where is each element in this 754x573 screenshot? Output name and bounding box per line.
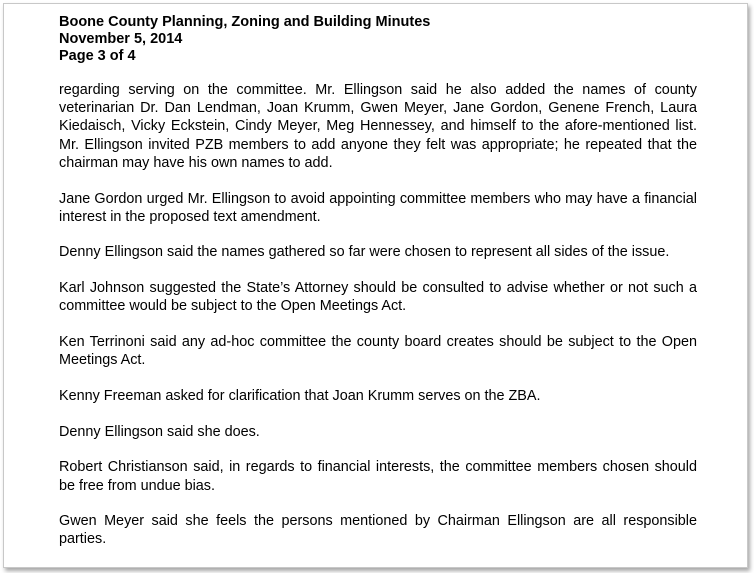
paragraph-kenny-freeman: Kenny Freeman asked for clarification that Joan Krumm serves on the ZBA. (59, 387, 541, 404)
document-frame (3, 3, 748, 568)
document-date: November 5, 2014 (59, 31, 183, 47)
paragraph-denny-ellingson-reply: Denny Ellingson said she does. (59, 423, 260, 440)
paragraph-gwen-meyer: Gwen Meyer said she feels the persons mentioned by Chairman Ellingson are all responsible parties. (59, 513, 697, 548)
paragraph-jane-gordon: Jane Gordon urged Mr. Ellingson to avoid appointing committee members who may have a financial interest in the proposed text amendment. (59, 190, 697, 225)
paragraph-karl-johnson: Karl Johnson suggested the State’s Attorney should be consulted to advise whether or not such a committee would be subject to the Open Meetings Act. (59, 280, 697, 315)
document-title: Boone County Planning, Zoning and Building Minutes (59, 14, 431, 30)
page-number: Page 3 of 4 (59, 48, 136, 64)
document-page (59, 14, 697, 566)
page-header (59, 14, 697, 65)
paragraph-denny-ellingson-names: Denny Ellingson said the names gathered so far were chosen to represent all sides of the issue. (59, 244, 670, 261)
paragraph-committee-names: regarding serving on the committee. Mr. Ellingson said he also added the names of county veterinarian Dr. Dan Lendman, Joan Krumm, Gwen Meyer, Jane Gordon, Genene French, Laura Kiedaisch, Vicky Eckstein, Cindy Meyer, Meg Hennessey, and himself to the afore-mentioned list. Mr. Ellingson invited PZB members to add anyone they felt was appropriate; he repeated that the chairman may have his own names to add. (59, 82, 697, 171)
paragraph-robert-christianson: Robert Christianson said, in regards to financial interests, the committee members chosen should be free from undue bias. (59, 459, 697, 494)
paragraph-ken-terrinoni: Ken Terrinoni said any ad-hoc committee the county board creates should be subject to the Open Meetings Act. (59, 334, 697, 369)
